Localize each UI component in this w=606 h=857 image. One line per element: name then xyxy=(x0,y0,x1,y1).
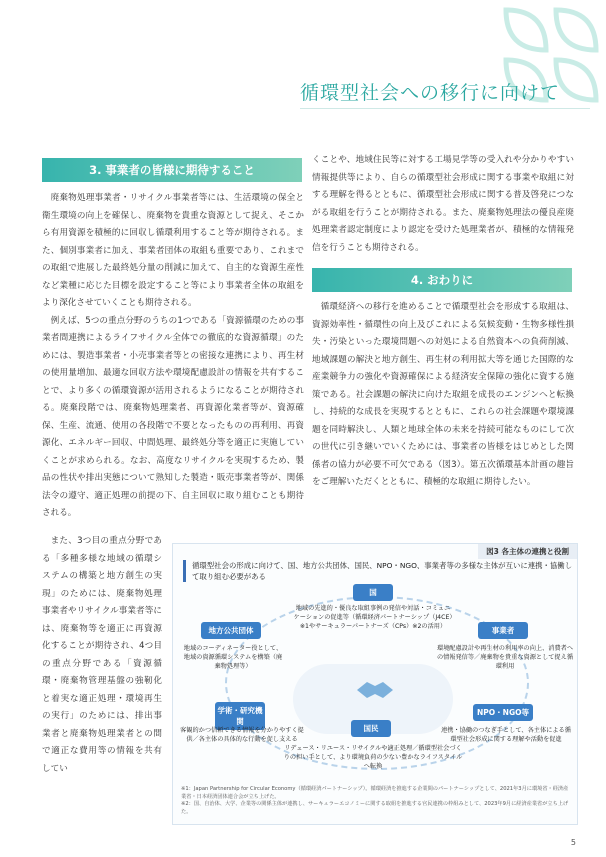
node-npo-text: 連携・協働のつなぎ手として、各主体による循環型社会形成に関する理解や活動を促進 xyxy=(441,727,571,743)
col2-body xyxy=(312,152,574,257)
node-government: 国 xyxy=(353,584,393,601)
node-business: 事業者 xyxy=(478,622,528,639)
page-title: 循環型社会への移行に向けて xyxy=(300,82,561,104)
title-divider xyxy=(300,108,590,109)
section3-paragraph-2: 例えば、5つの重点分野のうちの1つである「資源循環のための事業者間連携によるライフサイクル全体での徹底的な資源循環」のためには、製造事業者・小売事業者等との密接な連携により、再生材の使用量増加、最適な回収方法や環境配慮設計の情報を共有することで、より多くの循環資源が活用されるようになることが期待される。廃棄段階では、廃棄物処理業者、再資源化業者等が、資源確保、生産、流通、使用の各段階で不要となったものの再利用、再資源化、エネルギー回収、中間処理、最終処分等を適正に実施していくことが求められる。なお、高度なリサイクルを実現するため、製品の性状や排出実態について熟知した製造・販売事業者等が、関係法令の遵守、適正処理の前提の下、自主回収に取り組むことも期待される。 xyxy=(42,315,304,518)
node-npo: NPO・NGO等 xyxy=(473,704,533,721)
section3-body-continued xyxy=(42,533,162,778)
col2-paragraph: くことや、地域住民等に対する工場見学等の受入れや分かりやすい情報提供等により、自らの循環型社会形成に関する事業や取組に対する理解を得るとともに、循環型社会形成に関する普及啓発につながる取組を行うことが期待される。また、廃棄物処理法の優良産廃処理業者認定制度により認定を受けた処理業者が、積極的な情報発信を行うことも期待される。 xyxy=(312,155,574,253)
figure-notes xyxy=(181,786,571,816)
section4-body xyxy=(312,299,574,492)
page-number: 5 xyxy=(570,838,576,847)
node-local-government: 地方公共団体 xyxy=(201,622,261,639)
figure-3 xyxy=(172,543,578,825)
section4-heading: 4. おわりに xyxy=(312,268,572,292)
node-academia-text: 客観的かつ信頼できる情報を分かりやすく提供／各主体の具体的な行動を促し支える xyxy=(180,727,304,743)
figure-intro: 循環型社会の形成に向けて、国、地方公共団体、国民、NPO・NGO、事業者等の多様な主体が互いに連携・協働して取り組む必要がある xyxy=(183,560,576,582)
handshake-icon xyxy=(355,674,395,704)
section3-body xyxy=(42,190,304,523)
figure-note-1: ※1：Japan Partnership for Circular Economy（循環経済パートナーシップ）。循環経済を推進する企業間のパートナーシップとして、2021年3月に環境省・経済産業省・日本経済団体連合会が立ち上げた。 xyxy=(181,786,569,800)
node-business-text: 環境配慮設計や再生材の利用率の向上、消費者への情報発信等／廃棄物を貴重な資源として捉え循環利用 xyxy=(436,645,574,670)
node-citizens: 国民 xyxy=(351,720,391,737)
section3-paragraph-3: また、3つ目の重点分野である「多種多様な地域の循環システムの構築と地方創生の実現」のためには、廃棄物処理事業者やリサイクル事業者等には、廃棄物等を適正に再資源化することが期待され、4つ目の重点分野である「資源循環・廃棄物管理基盤の強靭化と着実な適正処理・環境再生の実行」のためには、排出事業者と廃棄物処理業者との間で適正な費用等の情報を共有してい xyxy=(42,536,162,774)
node-government-text: 地域の先進的・優良な取組事例の発信や対話・コミュニケーションの促進等（循環経済パートナーシップ（J4CE）※1やサーキュラーパートナーズ（CPs）※2の活用） xyxy=(293,605,453,630)
figure-label: 図3 各主体の連携と役割 xyxy=(478,544,577,559)
node-local-government-text: 地域のコーディネーター役として、地域の資源循環システムを構築（廃棄物処理等） xyxy=(183,645,283,670)
node-citizens-text: リデュース・リユース・リサイクルや適正処理／循環型社会づくりの担い手として、より環境負荷の少ない豊かなライフスタイルへ転換 xyxy=(283,745,463,770)
node-academia: 学術・研究機関 xyxy=(215,702,265,730)
section3-paragraph-1: 廃棄物処理事業者・リサイクル事業者等には、生活環境の保全と衛生環境の向上を確保し、廃棄物を貴重な資源として捉え、そこから有用資源を積極的に回収し循環利用すること等が期待される。また、個別事業者に加え、事業者団体の取組も重要であり、これまでの取組で進展した最終処分量の削減に加えて、自主的な資源生産性など業種に応じた目標を設定すること等により事業者全体の取組をより深化させていくことも期待される。 xyxy=(42,193,304,308)
section3-heading: 3. 事業者の皆様に期待すること xyxy=(42,158,302,182)
figure-note-2: ※2：国、自治体、大学、企業等の関係主体が連携し、サーキュラーエコノミーに関する取組を推進する官民連携の枠組みとして、2023年9月に経済産業省が立ち上げた。 xyxy=(181,801,569,815)
section4-paragraph-1: 循環経済への移行を進めることで循環型社会を形成する取組は、資源効率性・循環性の向上及びこれによる気候変動・生物多様性損失・汚染といった環境問題への対処による自然資本への負荷削減、地域課題の解決と地方創生、再生材の利用拡大等を通じた国際的な産業競争力の強化や資源確保による経済安全保障の強化に資する施策である。社会課題の解決に向けた取組を成長のエンジンへと転換し、持続的な成長を実現するとともに、これらの社会課題や環境課題を同時解決し、人類と地球全体の未来を持続可能なものにして次の世代に引き継いでいくためには、事業者の皆様をはじめとした関係者の協力が必要不可欠である（図3）。第五次循環基本計画の趣旨をご理解いただくとともに、積極的な取組に期待したい。 xyxy=(312,302,574,487)
